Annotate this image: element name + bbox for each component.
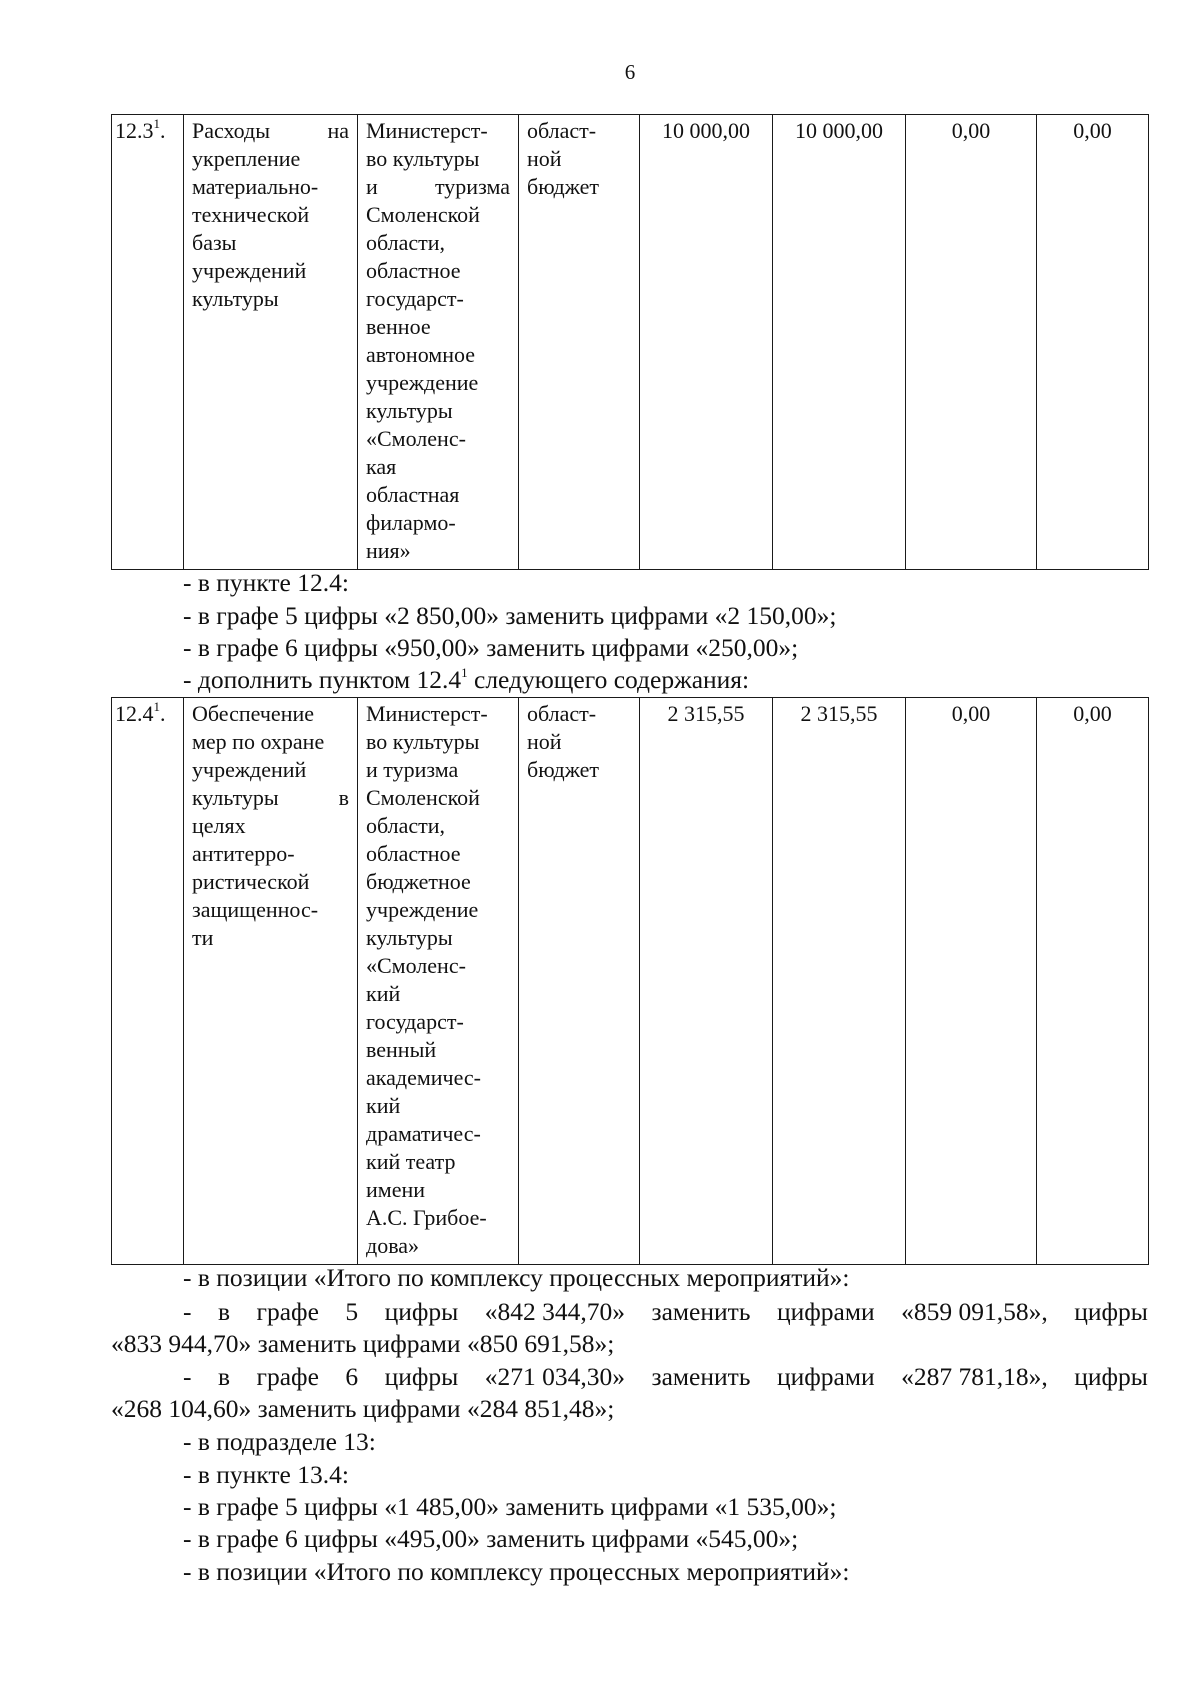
word: цифрами	[776, 1362, 875, 1391]
total-amount-cell: 10 000,00	[640, 115, 773, 570]
cell-line: учреждение	[366, 897, 479, 922]
text-line: - в позиции «Итого по комплексу процессных мероприятий»:	[183, 1263, 850, 1292]
item-number: 12.3	[115, 118, 154, 143]
cell-line: «Смоленс-	[366, 426, 466, 451]
word: -	[183, 1297, 192, 1326]
cell-line: области,	[366, 813, 446, 838]
cell-line: государст-	[366, 286, 464, 311]
funding-source-cell	[519, 115, 640, 570]
cell-line: бюджет	[527, 174, 599, 199]
cell-line: защищеннос-	[192, 897, 319, 922]
cell-line: област-	[527, 701, 597, 726]
item-number-sup: 1	[153, 115, 160, 131]
cell-line: бюджетное	[366, 869, 471, 894]
table-item-12-3-1	[111, 114, 1149, 570]
text-line: - в подразделе 13:	[183, 1427, 376, 1456]
year-1-amount-cell: 10 000,00	[773, 115, 906, 570]
text-line: «268 104,60» заменить цифрами «284 851,48»;	[111, 1394, 615, 1423]
cell-line: кая	[366, 454, 397, 479]
cell-line: культуры	[366, 925, 453, 950]
cell-line: области,	[366, 230, 446, 255]
word: цифры	[384, 1362, 459, 1391]
cell-line: кий театр	[366, 1149, 456, 1174]
cell-line: ной	[527, 729, 562, 754]
word: в	[217, 1362, 231, 1391]
cell-line: ной	[527, 146, 562, 171]
item-number-suffix: .	[160, 701, 166, 726]
cell-line: областная	[366, 482, 460, 507]
cell-line: област-	[527, 118, 597, 143]
cell-line: ния»	[366, 538, 411, 563]
text-line: - в графе 6 цифры «495,00» заменить цифрами «545,00»;	[183, 1524, 799, 1553]
text-line: - в пункте 13.4:	[183, 1460, 349, 1489]
word: графе	[256, 1362, 319, 1391]
cell-line: Смоленской	[366, 785, 480, 810]
item-number-cell	[112, 698, 184, 1265]
cell-line: и туризма	[366, 757, 459, 782]
cell-line: венный	[366, 1037, 437, 1062]
year-3-amount-cell: 0,00	[1037, 115, 1149, 570]
year-2-amount-cell: 0,00	[906, 698, 1037, 1265]
cell-line: ти	[192, 925, 214, 950]
cell-line: областное	[366, 258, 461, 283]
word: 6	[345, 1362, 359, 1391]
cell-word: Расходы	[192, 118, 270, 143]
item-name-cell	[184, 115, 358, 570]
word: -	[183, 1362, 192, 1391]
word: графе	[256, 1297, 319, 1326]
word: цифры	[1074, 1297, 1148, 1326]
cell-line: Обеспечение	[192, 701, 314, 726]
cell-line: дова»	[366, 1233, 420, 1258]
year-2-amount-cell: 0,00	[906, 115, 1037, 570]
cell-word: культуры	[192, 785, 279, 810]
word: цифрами	[776, 1297, 875, 1326]
item-number-sup: 1	[153, 698, 160, 714]
add-item-text-end: следующего содержания:	[467, 665, 750, 694]
cell-line: культуры	[366, 398, 453, 423]
word: цифры	[384, 1297, 459, 1326]
cell-line: мер по охране	[192, 729, 325, 754]
justified-line	[111, 1361, 1148, 1393]
cell-line	[192, 117, 349, 145]
cell-line: базы	[192, 230, 237, 255]
add-item-sup: 1	[461, 664, 468, 680]
cell-line: драматичес-	[366, 1121, 481, 1146]
word: заменить	[651, 1362, 751, 1391]
page-number: 6	[624, 60, 636, 84]
cell-word: туризма	[434, 174, 510, 199]
cell-line: технической	[192, 202, 310, 227]
item-number-cell	[112, 115, 184, 570]
cell-line: Смоленской	[366, 202, 480, 227]
text-line: - в графе 5 цифры «1 485,00» заменить цифрами «1 535,00»;	[183, 1492, 837, 1521]
cell-line	[192, 784, 349, 812]
word: заменить	[651, 1297, 751, 1326]
table-row	[112, 115, 1149, 570]
text-line: - в позиции «Итого по комплексу процессных мероприятий»:	[183, 1557, 850, 1586]
cell-word: на	[327, 118, 349, 143]
executor-cell	[358, 115, 519, 570]
text-line: «833 944,70» заменить цифрами «850 691,58»;	[111, 1329, 615, 1358]
cell-word: и	[366, 174, 378, 199]
item-number-suffix: .	[160, 118, 166, 143]
text-line-add-item	[183, 664, 749, 696]
cell-line: государст-	[366, 1009, 464, 1034]
word: в	[217, 1297, 231, 1326]
executor-cell	[358, 698, 519, 1265]
cell-line: «Смоленс-	[366, 953, 466, 978]
cell-line: культуры	[192, 286, 279, 311]
cell-line: материально-	[192, 174, 319, 199]
cell-line: Министерст-	[366, 118, 488, 143]
cell-line: целях	[192, 813, 246, 838]
add-item-text: - дополнить пунктом 12.4	[183, 665, 462, 694]
text-line: - в графе 5 цифры «2 850,00» заменить цифрами «2 150,00»;	[183, 601, 837, 630]
item-name-cell	[184, 698, 358, 1265]
cell-word: в	[338, 785, 349, 810]
total-amount-cell: 2 315,55	[640, 698, 773, 1265]
word: «287 781,18»,	[901, 1362, 1048, 1391]
word: 5	[345, 1297, 359, 1326]
cell-line: ристической	[192, 869, 310, 894]
text-line-justified	[111, 1296, 1148, 1328]
word: «271 034,30»	[484, 1362, 626, 1391]
cell-line: А.С. Грибое-	[366, 1205, 487, 1230]
cell-line: антитерро-	[192, 841, 295, 866]
justified-line	[111, 1296, 1148, 1328]
word: «859 091,58»,	[901, 1297, 1048, 1326]
cell-line	[366, 173, 510, 201]
year-1-amount-cell: 2 315,55	[773, 698, 906, 1265]
text-line: - в графе 6 цифры «950,00» заменить цифрами «250,00»;	[183, 633, 799, 662]
cell-line: академичес-	[366, 1065, 482, 1090]
cell-line: во культуры	[366, 146, 480, 171]
cell-line: филармо-	[366, 510, 456, 535]
cell-line: имени	[366, 1177, 426, 1202]
text-line-justified	[111, 1361, 1148, 1393]
funding-source-cell	[519, 698, 640, 1265]
table-row	[112, 698, 1149, 1265]
cell-line: учреждений	[192, 258, 307, 283]
cell-line: кий	[366, 981, 401, 1006]
table-item-12-4-1	[111, 697, 1149, 1265]
cell-line: учреждений	[192, 757, 307, 782]
cell-line: венное	[366, 314, 431, 339]
cell-line: областное	[366, 841, 461, 866]
cell-line: кий	[366, 1093, 401, 1118]
cell-line: бюджет	[527, 757, 599, 782]
cell-line: Министерст-	[366, 701, 488, 726]
item-number: 12.4	[115, 701, 154, 726]
year-3-amount-cell: 0,00	[1037, 698, 1149, 1265]
cell-line: автономное	[366, 342, 476, 367]
word: «842 344,70»	[484, 1297, 626, 1326]
cell-line: укрепление	[192, 146, 301, 171]
cell-line: учреждение	[366, 370, 479, 395]
cell-line: во культуры	[366, 729, 480, 754]
word: цифры	[1074, 1362, 1148, 1391]
text-line: - в пункте 12.4:	[183, 568, 349, 597]
